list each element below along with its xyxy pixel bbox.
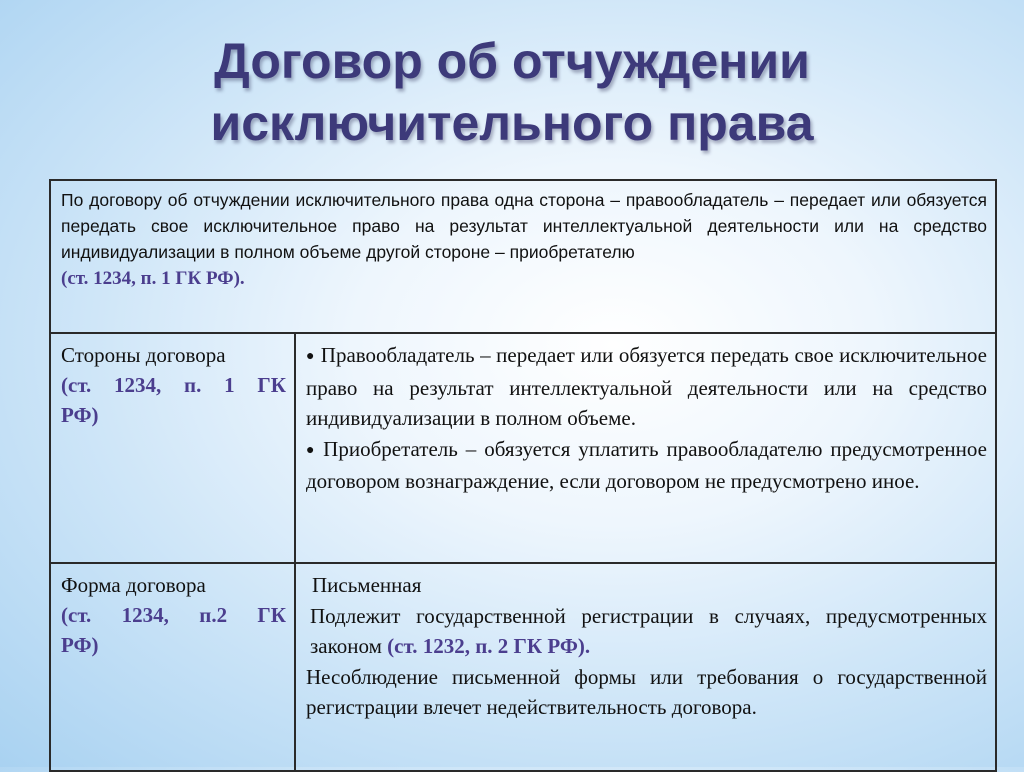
intro-text: По договору об отчуждении исключительного права одна сторона – правообладатель – передает или обязуется передать свое исключительное право на результат интеллектуальной деятельности или на средство индивидуализации в полном объеме другой стороне – приобретателю (61, 190, 987, 262)
form-registration-reference: (ст. 1232, п. 2 ГК РФ). (387, 634, 591, 658)
bullet-item-rightholder (306, 340, 987, 434)
intro-cell (50, 180, 996, 333)
bullet-text: Правообладатель – передает или обязуется передать свое исключительное право на результат интеллектуальной деятельности или на средство индивидуализации в полном объеме. (306, 343, 987, 430)
bullet-text: Приобретатель – обязуется уплатить правообладателю предусмотренное договором вознаграждение, если договором не предусмотрено иное. (306, 436, 987, 493)
form-label-cell (50, 563, 295, 771)
bullet-icon: ● (306, 442, 318, 458)
title-line-2: исключительного права (210, 95, 814, 151)
slide-title (0, 30, 1024, 154)
form-reference-line-2: РФ) (61, 633, 99, 657)
form-row (50, 563, 996, 771)
parties-label-cell (50, 333, 295, 563)
parties-row (50, 333, 996, 563)
form-consequence: Несоблюдение письменной формы или требования о государственной регистрации влечет недействительность договора. (306, 664, 987, 719)
parties-content-cell (295, 333, 996, 563)
form-registration (306, 601, 987, 662)
contract-table (49, 179, 997, 772)
title-line-1: Договор об отчуждении (214, 33, 810, 89)
form-label: Форма договора (61, 573, 206, 597)
form-content-cell (295, 563, 996, 771)
form-registration-text: Подлежит государственной регистрации в случаях, предусмотренных законом (310, 603, 987, 658)
intro-reference: (ст. 1234, п. 1 ГК РФ). (61, 268, 245, 289)
bullet-icon: ● (306, 349, 315, 364)
bullet-item-acquirer (306, 434, 987, 497)
parties-label: Стороны договора (61, 343, 226, 367)
parties-reference-line-1: (ст. 1234, п. 1 ГК (61, 373, 286, 397)
parties-reference-line-2: РФ) (61, 403, 99, 427)
form-written: Письменная (312, 573, 422, 597)
intro-row (50, 180, 996, 333)
form-reference-line-1: (ст. 1234, п.2 ГК (61, 603, 286, 627)
